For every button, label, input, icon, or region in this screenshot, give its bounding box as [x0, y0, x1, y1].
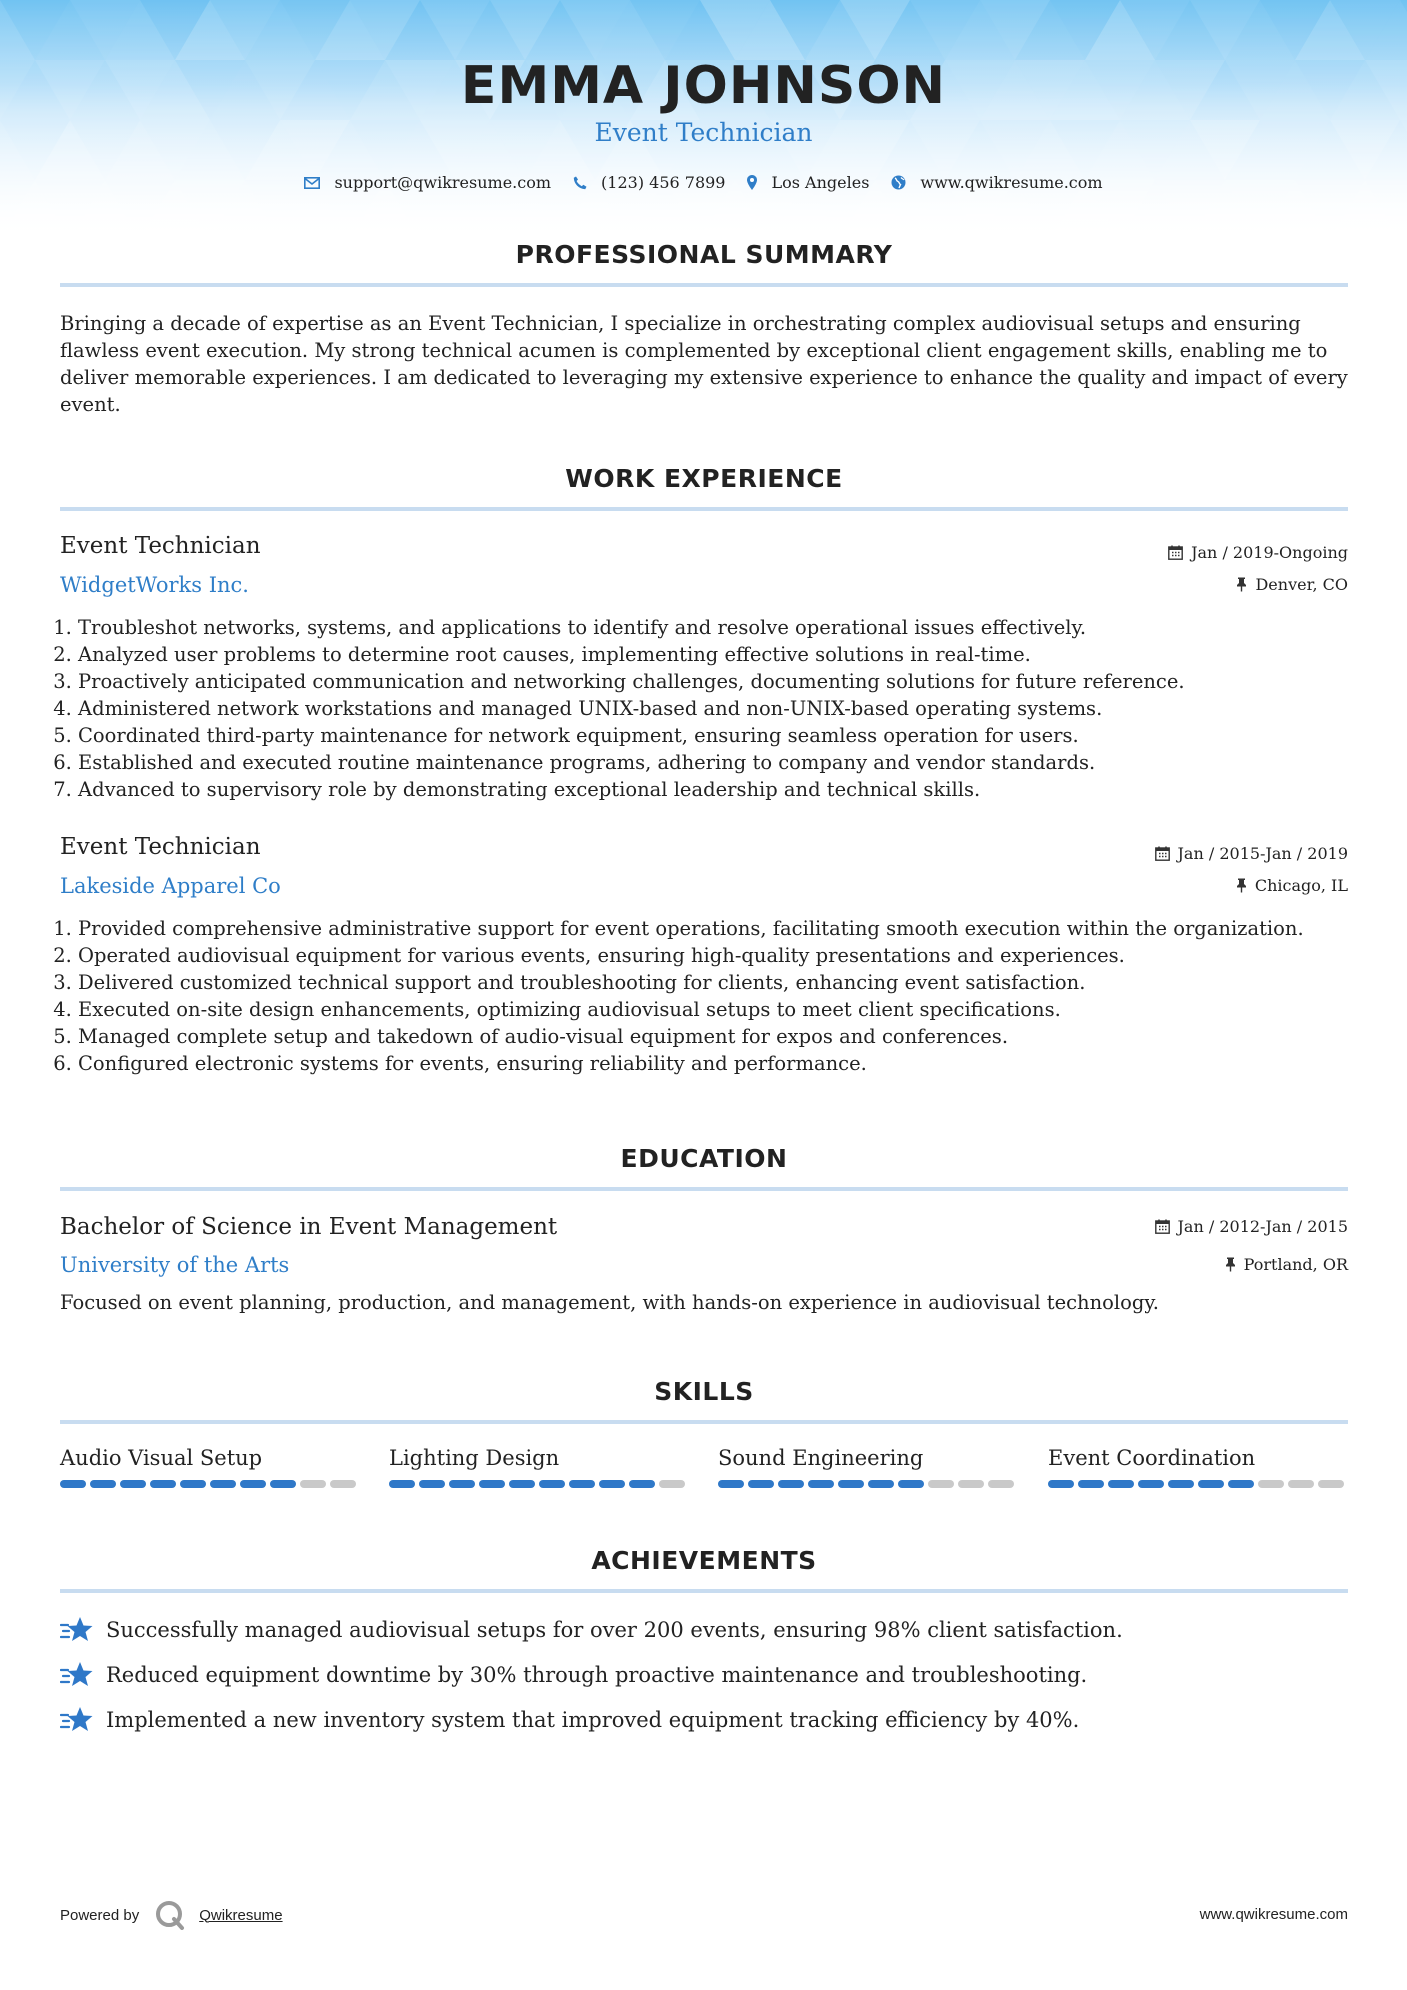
skills-divider — [60, 1420, 1348, 1424]
skill-level-segment — [150, 1480, 176, 1488]
skill-label: Sound Engineering — [718, 1446, 924, 1470]
job-dates-1 — [1168, 543, 1348, 562]
contact-email[interactable] — [304, 173, 551, 192]
skills-heading: SKILLS — [654, 1377, 754, 1406]
job-bullets-1 — [40, 614, 1398, 803]
achievements-heading: ACHIEVEMENTS — [591, 1546, 817, 1575]
list-item: 7. Advanced to supervisory role by demonstrating exceptional leadership and technical skills. — [78, 776, 1398, 803]
education-dates-text: Jan / 2012-Jan / 2015 — [1177, 1217, 1348, 1236]
candidate-name: EMMA JOHNSON — [460, 56, 947, 116]
experience-divider — [60, 507, 1348, 511]
education-description: Focused on event planning, production, and management, with hands-on experience in audiovisual technology. — [60, 1291, 1159, 1314]
skill-level-segment — [748, 1480, 774, 1488]
powered-by-label: Powered by — [60, 1906, 140, 1924]
star-icon — [60, 1616, 94, 1644]
skill-level-segment — [270, 1480, 296, 1488]
skill-level-segment — [629, 1480, 655, 1488]
contact-location-text: Los Angeles — [771, 173, 870, 192]
skill-level-segment — [808, 1480, 834, 1488]
calendar-icon — [1155, 1219, 1170, 1234]
job-company-2: Lakeside Apparel Co — [60, 874, 281, 898]
skill-label: Lighting Design — [389, 1446, 560, 1470]
skill-level-segment — [718, 1480, 744, 1488]
list-item: 6. Configured electronic systems for events, ensuring reliability and performance. — [78, 1050, 1398, 1077]
list-item: 1. Provided comprehensive administrative support for event operations, facilitating smooth execution within the organization. — [78, 915, 1398, 942]
list-item: 3. Proactively anticipated communication and networking challenges, documenting solutions for future reference. — [78, 668, 1398, 695]
skill-level-segment — [1198, 1480, 1224, 1488]
globe-icon — [891, 175, 906, 190]
skill-level-segment — [90, 1480, 116, 1488]
job-location-text-1: Denver, CO — [1255, 575, 1348, 594]
skill-level-segment — [569, 1480, 595, 1488]
skill-level-segment — [1048, 1480, 1074, 1488]
job-title-1: Event Technician — [60, 533, 261, 559]
pushpin-icon — [1225, 1257, 1236, 1272]
education-dates — [1155, 1217, 1348, 1236]
achievement-text: Implemented a new inventory system that improved equipment tracking efficiency by 40%. — [106, 1708, 1080, 1732]
list-item: 3. Delivered customized technical support and troubleshooting for clients, enhancing event satisfaction. — [78, 969, 1398, 996]
contact-email-text: support@qwikresume.com — [334, 173, 552, 192]
skill-label: Event Coordination — [1048, 1446, 1256, 1470]
job-location-2 — [1236, 876, 1348, 895]
skill-level-segment — [1288, 1480, 1314, 1488]
phone-icon — [573, 176, 587, 190]
skill-level-segment — [1138, 1480, 1164, 1488]
list-item: 1. Troubleshot networks, systems, and applications to identify and resolve operational issues effectively. — [78, 614, 1398, 641]
map-pin-icon — [747, 175, 757, 190]
skill-level-segment — [898, 1480, 924, 1488]
skill-level-meter — [389, 1480, 689, 1488]
skill-level-segment — [988, 1480, 1014, 1488]
skill-level-meter — [60, 1480, 360, 1488]
skill-level-segment — [449, 1480, 475, 1488]
skill-level-segment — [868, 1480, 894, 1488]
achievement-text: Successfully managed audiovisual setups for over 200 events, ensuring 98% client satisfaction. — [106, 1618, 1123, 1642]
footer-website[interactable]: www.qwikresume.com — [1199, 1906, 1348, 1923]
skill-level-segment — [479, 1480, 505, 1488]
skill-label: Audio Visual Setup — [60, 1446, 263, 1470]
education-degree: Bachelor of Science in Event Management — [60, 1214, 558, 1240]
list-item: 5. Coordinated third-party maintenance for network equipment, ensuring seamless operation for users. — [78, 722, 1398, 749]
list-item: 6. Established and executed routine maintenance programs, adhering to company and vendor standards. — [78, 749, 1398, 776]
skill-level-segment — [958, 1480, 984, 1488]
skill-item — [1048, 1446, 1348, 1488]
skill-level-segment — [778, 1480, 804, 1488]
contact-website[interactable] — [891, 173, 1102, 192]
skill-level-segment — [389, 1480, 415, 1488]
skill-level-segment — [838, 1480, 864, 1488]
skill-level-segment — [1078, 1480, 1104, 1488]
skill-level-segment — [210, 1480, 236, 1488]
job-dates-2 — [1155, 844, 1348, 863]
calendar-icon — [1168, 545, 1183, 560]
job-dates-text-1: Jan / 2019-Ongoing — [1191, 543, 1348, 562]
list-item: 4. Administered network workstations and managed UNIX-based and non-UNIX-based operating systems. — [78, 695, 1398, 722]
skill-level-segment — [120, 1480, 146, 1488]
education-location — [1225, 1255, 1348, 1274]
skill-level-segment — [419, 1480, 445, 1488]
job-location-text-2: Chicago, IL — [1254, 876, 1348, 895]
education-location-text: Portland, OR — [1243, 1255, 1348, 1274]
education-divider — [60, 1187, 1348, 1191]
skill-item — [389, 1446, 689, 1488]
achievement-item — [60, 1706, 1348, 1734]
envelope-icon — [304, 177, 320, 189]
skill-level-segment — [240, 1480, 266, 1488]
summary-text: Bringing a decade of expertise as an Event Technician, I specialize in orchestrating complex audiovisual setups and ensuring flawless event execution. My strong technical acumen is complemented by exceptional client engagement skills, enabling me to deliver memorable experiences. I am dedicated to leveraging my extensive experience to enhance the quality and impact of every event. — [60, 312, 1348, 416]
list-item: 4. Executed on-site design enhancements, optimizing audiovisual setups to meet client specifications. — [78, 996, 1398, 1023]
star-icon — [60, 1661, 94, 1689]
skill-level-segment — [1228, 1480, 1254, 1488]
contact-bar — [0, 173, 1407, 192]
skill-level-segment — [300, 1480, 326, 1488]
contact-phone[interactable] — [573, 173, 725, 192]
calendar-icon — [1155, 846, 1170, 861]
skill-level-meter — [1048, 1480, 1348, 1488]
achievement-item — [60, 1616, 1348, 1644]
skill-level-segment — [1318, 1480, 1344, 1488]
education-school: University of the Arts — [60, 1253, 290, 1277]
brand-link[interactable]: Qwikresume — [199, 1906, 283, 1924]
skill-level-segment — [1108, 1480, 1134, 1488]
contact-website-text: www.qwikresume.com — [920, 173, 1103, 192]
skill-level-meter — [718, 1480, 1018, 1488]
skill-level-segment — [330, 1480, 356, 1488]
pushpin-icon — [1236, 577, 1247, 592]
candidate-role: Event Technician — [594, 118, 813, 147]
education-heading: EDUCATION — [620, 1144, 788, 1173]
list-item: 2. Analyzed user problems to determine root causes, implementing effective solutions in real-time. — [78, 641, 1398, 668]
skill-level-segment — [509, 1480, 535, 1488]
achievement-item — [60, 1661, 1348, 1689]
list-item: 2. Operated audiovisual equipment for various events, ensuring high-quality presentations and experiences. — [78, 942, 1398, 969]
summary-heading: PROFESSIONAL SUMMARY — [515, 240, 893, 269]
job-bullets-2 — [40, 915, 1398, 1077]
contact-phone-text: (123) 456 7899 — [601, 173, 726, 192]
summary-divider — [60, 283, 1348, 287]
skill-item — [718, 1446, 1018, 1488]
achievements-divider — [60, 1589, 1348, 1593]
experience-heading: WORK EXPERIENCE — [565, 464, 843, 493]
job-company-1: WidgetWorks Inc. — [60, 573, 249, 597]
qwikresume-logo-icon — [155, 1900, 185, 1930]
skill-level-segment — [1258, 1480, 1284, 1488]
achievement-text: Reduced equipment downtime by 30% through proactive maintenance and troubleshooting. — [106, 1663, 1088, 1687]
job-title-2: Event Technician — [60, 834, 261, 860]
skill-item — [60, 1446, 360, 1488]
skill-level-segment — [599, 1480, 625, 1488]
star-icon — [60, 1706, 94, 1734]
skill-level-segment — [928, 1480, 954, 1488]
contact-location — [747, 173, 869, 192]
skill-level-segment — [659, 1480, 685, 1488]
job-dates-text-2: Jan / 2015-Jan / 2019 — [1177, 844, 1348, 863]
footer-branding — [60, 1900, 283, 1930]
skill-level-segment — [539, 1480, 565, 1488]
skill-level-segment — [180, 1480, 206, 1488]
list-item: 5. Managed complete setup and takedown of audio-visual equipment for expos and conferences. — [78, 1023, 1398, 1050]
job-location-1 — [1236, 575, 1348, 594]
skill-level-segment — [60, 1480, 86, 1488]
skill-level-segment — [1168, 1480, 1194, 1488]
pushpin-icon — [1236, 878, 1247, 893]
